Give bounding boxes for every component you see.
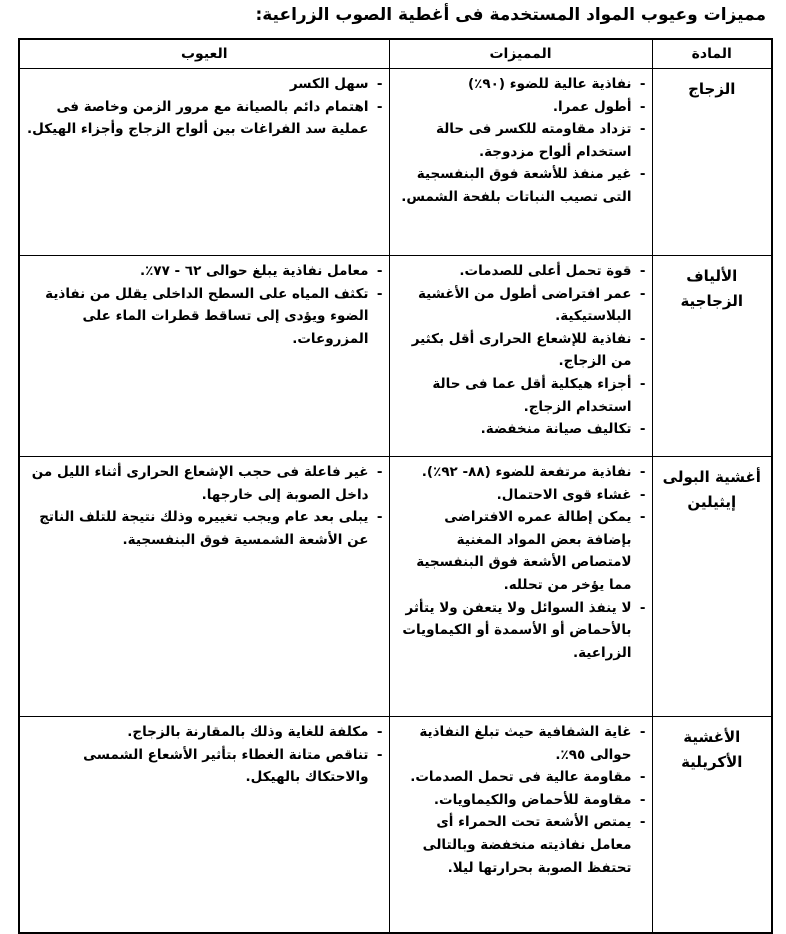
disadvantage-item: - غير فاعلة فى حجب الإشعاع الحرارى أثناء الليل من داخل الصوبة إلى خارجها. xyxy=(26,461,383,506)
disadvantage-item: - اهتمام دائم بالصيانة مع مرور الزمن وخاصة فى عملية سد الفراغات بين ألواح الزجاج وأجزاء الهيكل. xyxy=(26,96,383,141)
material-name: أغشية البولى إيثيلين xyxy=(652,457,772,717)
advantage-item: - غير منفذ للأشعة فوق البنفسجية التى تصيب النباتات بلفحة الشمس. xyxy=(396,163,646,208)
header-disadvantages: العيوب xyxy=(19,39,389,69)
disadvantages-cell xyxy=(19,457,389,717)
advantages-cell xyxy=(389,717,652,934)
advantage-item: - نفاذية مرتفعة للضوء (٨٨- ٩٢٪). xyxy=(396,461,646,484)
disadvantages-cell xyxy=(19,256,389,457)
table-row xyxy=(19,69,772,256)
advantage-item: - لا ينفذ السوائل ولا يتعفن ولا يتأثر بالأحماض أو الأسمدة أو الكيماويات الزراعية. xyxy=(396,597,646,665)
advantage-item: - مقاومة عالية فى تحمل الصدمات. xyxy=(396,766,646,789)
document-title: مميزات وعيوب المواد المستخدمة فى أغطية الصوب الزراعية: xyxy=(255,5,766,25)
advantage-item: - غاية الشفافية حيث تبلغ النفاذية حوالى ٩٥٪. xyxy=(396,721,646,766)
disadvantage-item: - تكثف المياه على السطح الداخلى يقلل من نفاذية الضوء ويؤدى إلى تساقط قطرات الماء على المزروعات. xyxy=(26,283,383,351)
disadvantage-item: - معامل نفاذية يبلغ حوالى ٦٢ - ٧٧٪. xyxy=(26,260,383,283)
advantage-item: - غشاء قوى الاحتمال. xyxy=(396,484,646,507)
advantage-item: - نفاذية للإشعاع الحرارى أقل بكثير من الزجاج. xyxy=(396,328,646,373)
materials-table xyxy=(18,38,773,934)
advantages-cell xyxy=(389,69,652,256)
advantage-item: - أطول عمرا. xyxy=(396,96,646,119)
disadvantage-item: - مكلفة للغاية وذلك بالمقارنة بالزجاج. xyxy=(26,721,383,744)
disadvantages-cell xyxy=(19,69,389,256)
advantage-item: - نفاذية عالية للضوء (٩٠٪) xyxy=(396,73,646,96)
material-name: الألياف الزجاجية xyxy=(652,256,772,457)
table-row xyxy=(19,717,772,934)
advantage-item: - مقاومة للأحماض والكيماويات. xyxy=(396,789,646,812)
disadvantages-cell xyxy=(19,717,389,934)
material-name: الأغشية الأكريلية xyxy=(652,717,772,934)
advantage-item: - يمكن إطالة عمره الافتراضى بإضافة بعض المواد المغنية لامتصاص الأشعة فوق البنفسجية مما يؤخر من تحلله. xyxy=(396,506,646,596)
table-row xyxy=(19,457,772,717)
disadvantage-item: - سهل الكسر xyxy=(26,73,383,96)
advantage-item: - عمر افتراضى أطول من الأغشية البلاستيكية. xyxy=(396,283,646,328)
advantages-cell xyxy=(389,457,652,717)
advantage-item: - قوة تحمل أعلى للصدمات. xyxy=(396,260,646,283)
header-advantages: المميزات xyxy=(389,39,652,69)
table-row xyxy=(19,256,772,457)
advantage-item: - يمتص الأشعة تحت الحمراء أى معامل نفاذيته منخفضة وبالتالى تحتفظ الصوبة بحرارتها ليلا. xyxy=(396,811,646,879)
disadvantage-item: - يبلى بعد عام ويجب تغييره وذلك نتيجة للتلف الناتج عن الأشعة الشمسية فوق البنفسجية. xyxy=(26,506,383,551)
header-material: المادة xyxy=(652,39,772,69)
advantages-cell xyxy=(389,256,652,457)
advantage-item: - أجزاء هيكلية أقل عما فى حالة استخدام الزجاج. xyxy=(396,373,646,418)
disadvantage-item: - تناقص متانة الغطاء بتأثير الأشعاع الشمسى والاحتكاك بالهيكل. xyxy=(26,744,383,789)
material-name: الزجاج xyxy=(652,69,772,256)
advantage-item: - تكاليف صيانة منخفضة. xyxy=(396,418,646,441)
table-header-row xyxy=(19,39,772,69)
advantage-item: - تزداد مقاومته للكسر فى حالة استخدام ألواح مزدوجة. xyxy=(396,118,646,163)
